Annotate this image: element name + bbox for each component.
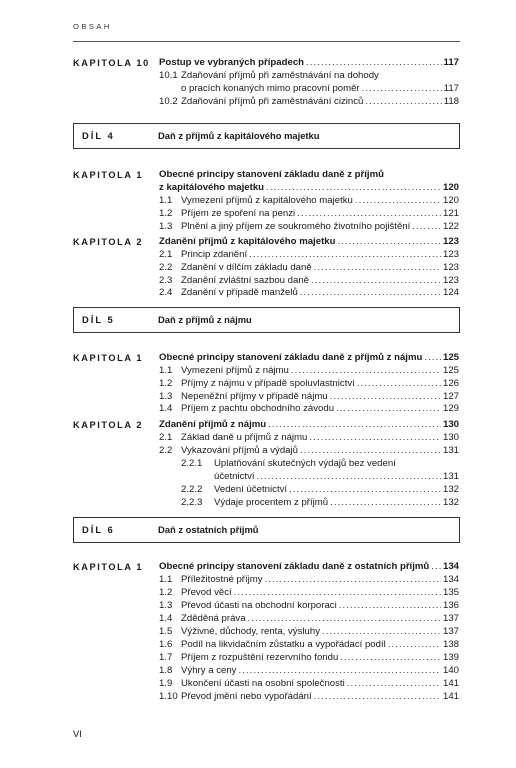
- item-entry: [181, 626, 459, 638]
- page-number: 120: [442, 195, 459, 206]
- page-number: 127: [442, 391, 459, 402]
- item-number: 2.1: [159, 249, 173, 260]
- chapter-title: Zdanění příjmů z kapitálového majetku: [159, 236, 336, 247]
- toc-item-row[interactable]: [0, 613, 516, 625]
- page-number: 136: [442, 600, 459, 611]
- toc-subitem-row[interactable]: [0, 497, 516, 509]
- page-number: 138: [442, 639, 459, 650]
- page-number: 123: [442, 262, 459, 273]
- toc-chapter-10-row: [0, 57, 516, 69]
- page-number: 132: [442, 484, 459, 495]
- page-number: 123: [442, 275, 459, 286]
- item-number: 1.1: [159, 195, 173, 206]
- item-entry: [181, 639, 459, 651]
- page-number: 141: [442, 678, 459, 689]
- item-number: 1.2: [159, 587, 173, 598]
- toc-item-row[interactable]: [0, 678, 516, 690]
- toc-chapter-row: [0, 169, 516, 181]
- item-number: 1.6: [159, 639, 173, 650]
- item-title: Výživné, důchody, renta, výsluhy: [181, 626, 321, 637]
- part-6-box[interactable]: [73, 517, 460, 543]
- item-number: 1.7: [159, 652, 173, 663]
- page-number: 123: [442, 249, 459, 260]
- part-title: Daň z příjmů z nájmu: [158, 314, 252, 325]
- item-number: 1.3: [159, 600, 173, 611]
- item-title: Příležitostné příjmy: [181, 574, 263, 585]
- item-entry: [181, 83, 459, 95]
- subitem-number: 2.2.2: [181, 484, 203, 495]
- item-title: Základ daně u příjmů z nájmu: [181, 432, 308, 443]
- item-title: Příjmy z nájmu v případě spoluvlastnictví: [181, 378, 355, 389]
- page-number: 135: [442, 587, 459, 598]
- running-header: OBSAH: [73, 22, 112, 31]
- item-title: Zdanění v případě manželů: [181, 287, 298, 298]
- subitem-title-line2: účetnictví: [214, 471, 255, 482]
- item-title: Nepeněžní příjmy v případě nájmu: [181, 391, 328, 402]
- subitem-title: Vedení účetnictví: [214, 484, 288, 495]
- item-title: Převod věcí: [181, 587, 232, 598]
- item-number: 1.3: [159, 221, 173, 232]
- toc-item-row[interactable]: [0, 445, 516, 457]
- page-number: 130: [442, 419, 459, 430]
- toc-item-row[interactable]: [0, 665, 516, 677]
- item-number: 10.1: [159, 70, 178, 81]
- toc-item-row[interactable]: [0, 432, 516, 444]
- toc-item-row[interactable]: [0, 652, 516, 664]
- item-entry: [181, 249, 459, 261]
- page-number: 120: [442, 182, 459, 193]
- item-title-line2: o pracích konaných mimo pracovní poměr: [181, 83, 360, 94]
- part-title: Daň z ostatních příjmů: [158, 524, 259, 535]
- item-number: 2.2: [159, 262, 173, 273]
- toc-item-row[interactable]: [0, 378, 516, 390]
- subitem-entry: [214, 497, 459, 509]
- toc-item-row[interactable]: [0, 691, 516, 703]
- page-number: 117: [443, 57, 459, 68]
- item-entry: [181, 403, 459, 415]
- item-number: 2.4: [159, 287, 173, 298]
- item-number: 1.5: [159, 626, 173, 637]
- item-title: Princip zdanění: [181, 249, 248, 260]
- item-title: Příjem z pachtu obchodního závodu: [181, 403, 335, 414]
- toc-item-row[interactable]: [0, 262, 516, 274]
- item-title: Zdanění v dílčím základu daně: [181, 262, 312, 273]
- chapter-title: Obecné principy stanovení základu daně z příjmů: [159, 169, 384, 180]
- toc-item-row[interactable]: [0, 249, 516, 261]
- item-title: Výhry a ceny: [181, 665, 237, 676]
- page-number: 124: [442, 287, 459, 298]
- item-entry: [181, 275, 459, 287]
- item-title: Ukončení účasti na osobní společnosti: [181, 678, 345, 689]
- item-entry: [181, 208, 459, 220]
- item-number: 1.2: [159, 378, 173, 389]
- toc-item-row-cont[interactable]: [0, 83, 516, 95]
- chapter-entry: [159, 352, 459, 364]
- item-number: 2.2: [159, 445, 173, 456]
- toc-item-row[interactable]: [0, 70, 516, 82]
- toc-chapter-row[interactable]: [0, 561, 516, 573]
- chapter-title-line2: z kapitálového majetku: [159, 182, 265, 193]
- item-entry: [181, 432, 459, 444]
- item-entry: [181, 652, 459, 664]
- part-title: Daň z příjmů z kapitálového majetku: [158, 130, 320, 141]
- page-number: 123: [442, 236, 459, 247]
- page-number: 121: [442, 208, 459, 219]
- page-number: 132: [442, 497, 459, 508]
- chapter-label: KAPITOLA 1: [73, 170, 144, 180]
- item-entry: [181, 613, 459, 625]
- item-title: Převod jmění nebo vypořádání: [181, 691, 312, 702]
- item-entry: [181, 365, 459, 377]
- page-number: 125: [442, 365, 459, 376]
- item-entry: [181, 221, 459, 233]
- chapter-label: KAPITOLA 2: [73, 420, 144, 430]
- toc-item-row[interactable]: [0, 275, 516, 287]
- page-number: 129: [442, 403, 459, 414]
- item-entry: [181, 678, 459, 690]
- toc-item-row[interactable]: [0, 639, 516, 651]
- toc-item-row[interactable]: [0, 195, 516, 207]
- part-label: DÍL 4: [82, 130, 115, 141]
- part-5-box[interactable]: [73, 307, 460, 333]
- item-number: 10.2: [159, 96, 178, 107]
- subitem-entry: [214, 484, 459, 496]
- page-number: 139: [442, 652, 459, 663]
- item-entry: [181, 287, 459, 299]
- item-entry: [181, 391, 459, 403]
- item-title: Plnění a jiný příjem ze soukromého životního pojištění: [181, 221, 411, 232]
- footer-page-number: VI: [73, 728, 82, 739]
- page-number: 134: [442, 574, 459, 585]
- item-title: Vykazování příjmů a výdajů: [181, 445, 298, 456]
- page-number: 137: [442, 613, 459, 624]
- chapter-label: KAPITOLA 2: [73, 237, 144, 247]
- item-title: Podíl na likvidačním zůstatku a vypořádací podíl: [181, 639, 386, 650]
- item-entry: [181, 445, 459, 457]
- toc-subitem-row-cont[interactable]: [0, 471, 516, 483]
- toc-item-row[interactable]: [0, 287, 516, 299]
- page-number: 118: [443, 96, 459, 107]
- chapter-label: KAPITOLA 1: [73, 353, 144, 363]
- chapter-entry: [159, 182, 459, 194]
- item-number: 2.1: [159, 432, 173, 443]
- header-rule: [73, 41, 460, 42]
- toc-item-row[interactable]: [0, 365, 516, 377]
- page-number: 117: [443, 83, 459, 94]
- page-number: 131: [442, 471, 459, 482]
- chapter-entry: [159, 561, 459, 573]
- chapter-entry: [159, 236, 459, 248]
- item-title: Zdaňování příjmů při zaměstnávání na dohody: [181, 70, 379, 81]
- item-entry: [181, 378, 459, 390]
- part-4-box[interactable]: [73, 123, 460, 149]
- page-number: 140: [442, 665, 459, 676]
- item-entry: [181, 665, 459, 677]
- chapter-title: Zdanění příjmů z nájmu: [159, 419, 267, 430]
- toc-item-row[interactable]: [0, 403, 516, 415]
- item-number: 1.4: [159, 613, 173, 624]
- item-number: 1.2: [159, 208, 173, 219]
- item-title: Vymezení příjmů z kapitálového majetku: [181, 195, 353, 206]
- subitem-entry: [214, 471, 459, 483]
- item-entry: [181, 574, 459, 586]
- page-number: 137: [442, 626, 459, 637]
- part-label: DÍL 5: [82, 314, 115, 325]
- toc-chapter-row-cont[interactable]: [0, 182, 516, 194]
- chapter-entry[interactable]: [159, 57, 459, 69]
- item-entry: [181, 691, 459, 703]
- item-entry: [181, 262, 459, 274]
- item-title: Příjem z rozpuštění rezervního fondu: [181, 652, 339, 663]
- item-number: 1.9: [159, 678, 173, 689]
- toc-item-row[interactable]: [0, 626, 516, 638]
- chapter-label: KAPITOLA 10: [73, 58, 150, 68]
- item-number: 1.8: [159, 665, 173, 676]
- item-entry: [181, 195, 459, 207]
- page-number: 125: [442, 352, 459, 363]
- subitem-title: Výdaje procentem z příjmů: [214, 497, 329, 508]
- toc-item-row[interactable]: [0, 221, 516, 233]
- toc-item-row[interactable]: [0, 96, 516, 108]
- item-title: Příjem ze spoření na penzi: [181, 208, 296, 219]
- item-number: 1.3: [159, 391, 173, 402]
- chapter-title: Postup ve vybraných případech: [159, 57, 305, 68]
- item-number: 1.10: [159, 691, 178, 702]
- toc-subitem-row[interactable]: [0, 484, 516, 496]
- toc-item-row[interactable]: [0, 587, 516, 599]
- page-number: 122: [442, 221, 459, 232]
- item-entry: [181, 587, 459, 599]
- toc-item-row[interactable]: [0, 574, 516, 586]
- item-title: Zdanění zvláštní sazbou daně: [181, 275, 310, 286]
- subitem-number: 2.2.3: [181, 497, 203, 508]
- toc-chapter-row[interactable]: [0, 352, 516, 364]
- chapter-entry: [159, 419, 459, 431]
- item-entry: [181, 96, 459, 108]
- page-number: 126: [442, 378, 459, 389]
- chapter-title: Obecné principy stanovení základu daně z příjmů z nájmu: [159, 352, 423, 363]
- page-number: 134: [442, 561, 459, 572]
- page-number: 141: [442, 691, 459, 702]
- toc-chapter-row[interactable]: [0, 236, 516, 248]
- page-number: 131: [442, 445, 459, 456]
- item-title: Zdaňování příjmů při zaměstnávání cizinců: [181, 96, 364, 107]
- item-number: 1.4: [159, 403, 173, 414]
- toc-item-row[interactable]: [0, 600, 516, 612]
- toc-chapter-row[interactable]: [0, 419, 516, 431]
- toc-item-row[interactable]: [0, 391, 516, 403]
- part-label: DÍL 6: [82, 524, 115, 535]
- subitem-title: Uplatňování skutečných výdajů bez vedení: [214, 458, 396, 469]
- item-title: Vymezení příjmů z nájmu: [181, 365, 289, 376]
- page-number: 130: [442, 432, 459, 443]
- toc-item-row[interactable]: [0, 208, 516, 220]
- item-number: 1.1: [159, 574, 173, 585]
- subitem-number: 2.2.1: [181, 458, 203, 469]
- item-number: 2.3: [159, 275, 173, 286]
- chapter-label: KAPITOLA 1: [73, 562, 144, 572]
- toc-subitem-row[interactable]: [0, 458, 516, 470]
- item-entry: [181, 600, 459, 612]
- chapter-title: Obecné principy stanovení základu daně z ostatních příjmů: [159, 561, 430, 572]
- item-number: 1.1: [159, 365, 173, 376]
- item-title: Převod účasti na obchodní korporaci: [181, 600, 337, 611]
- item-title: Zděděná práva: [181, 613, 246, 624]
